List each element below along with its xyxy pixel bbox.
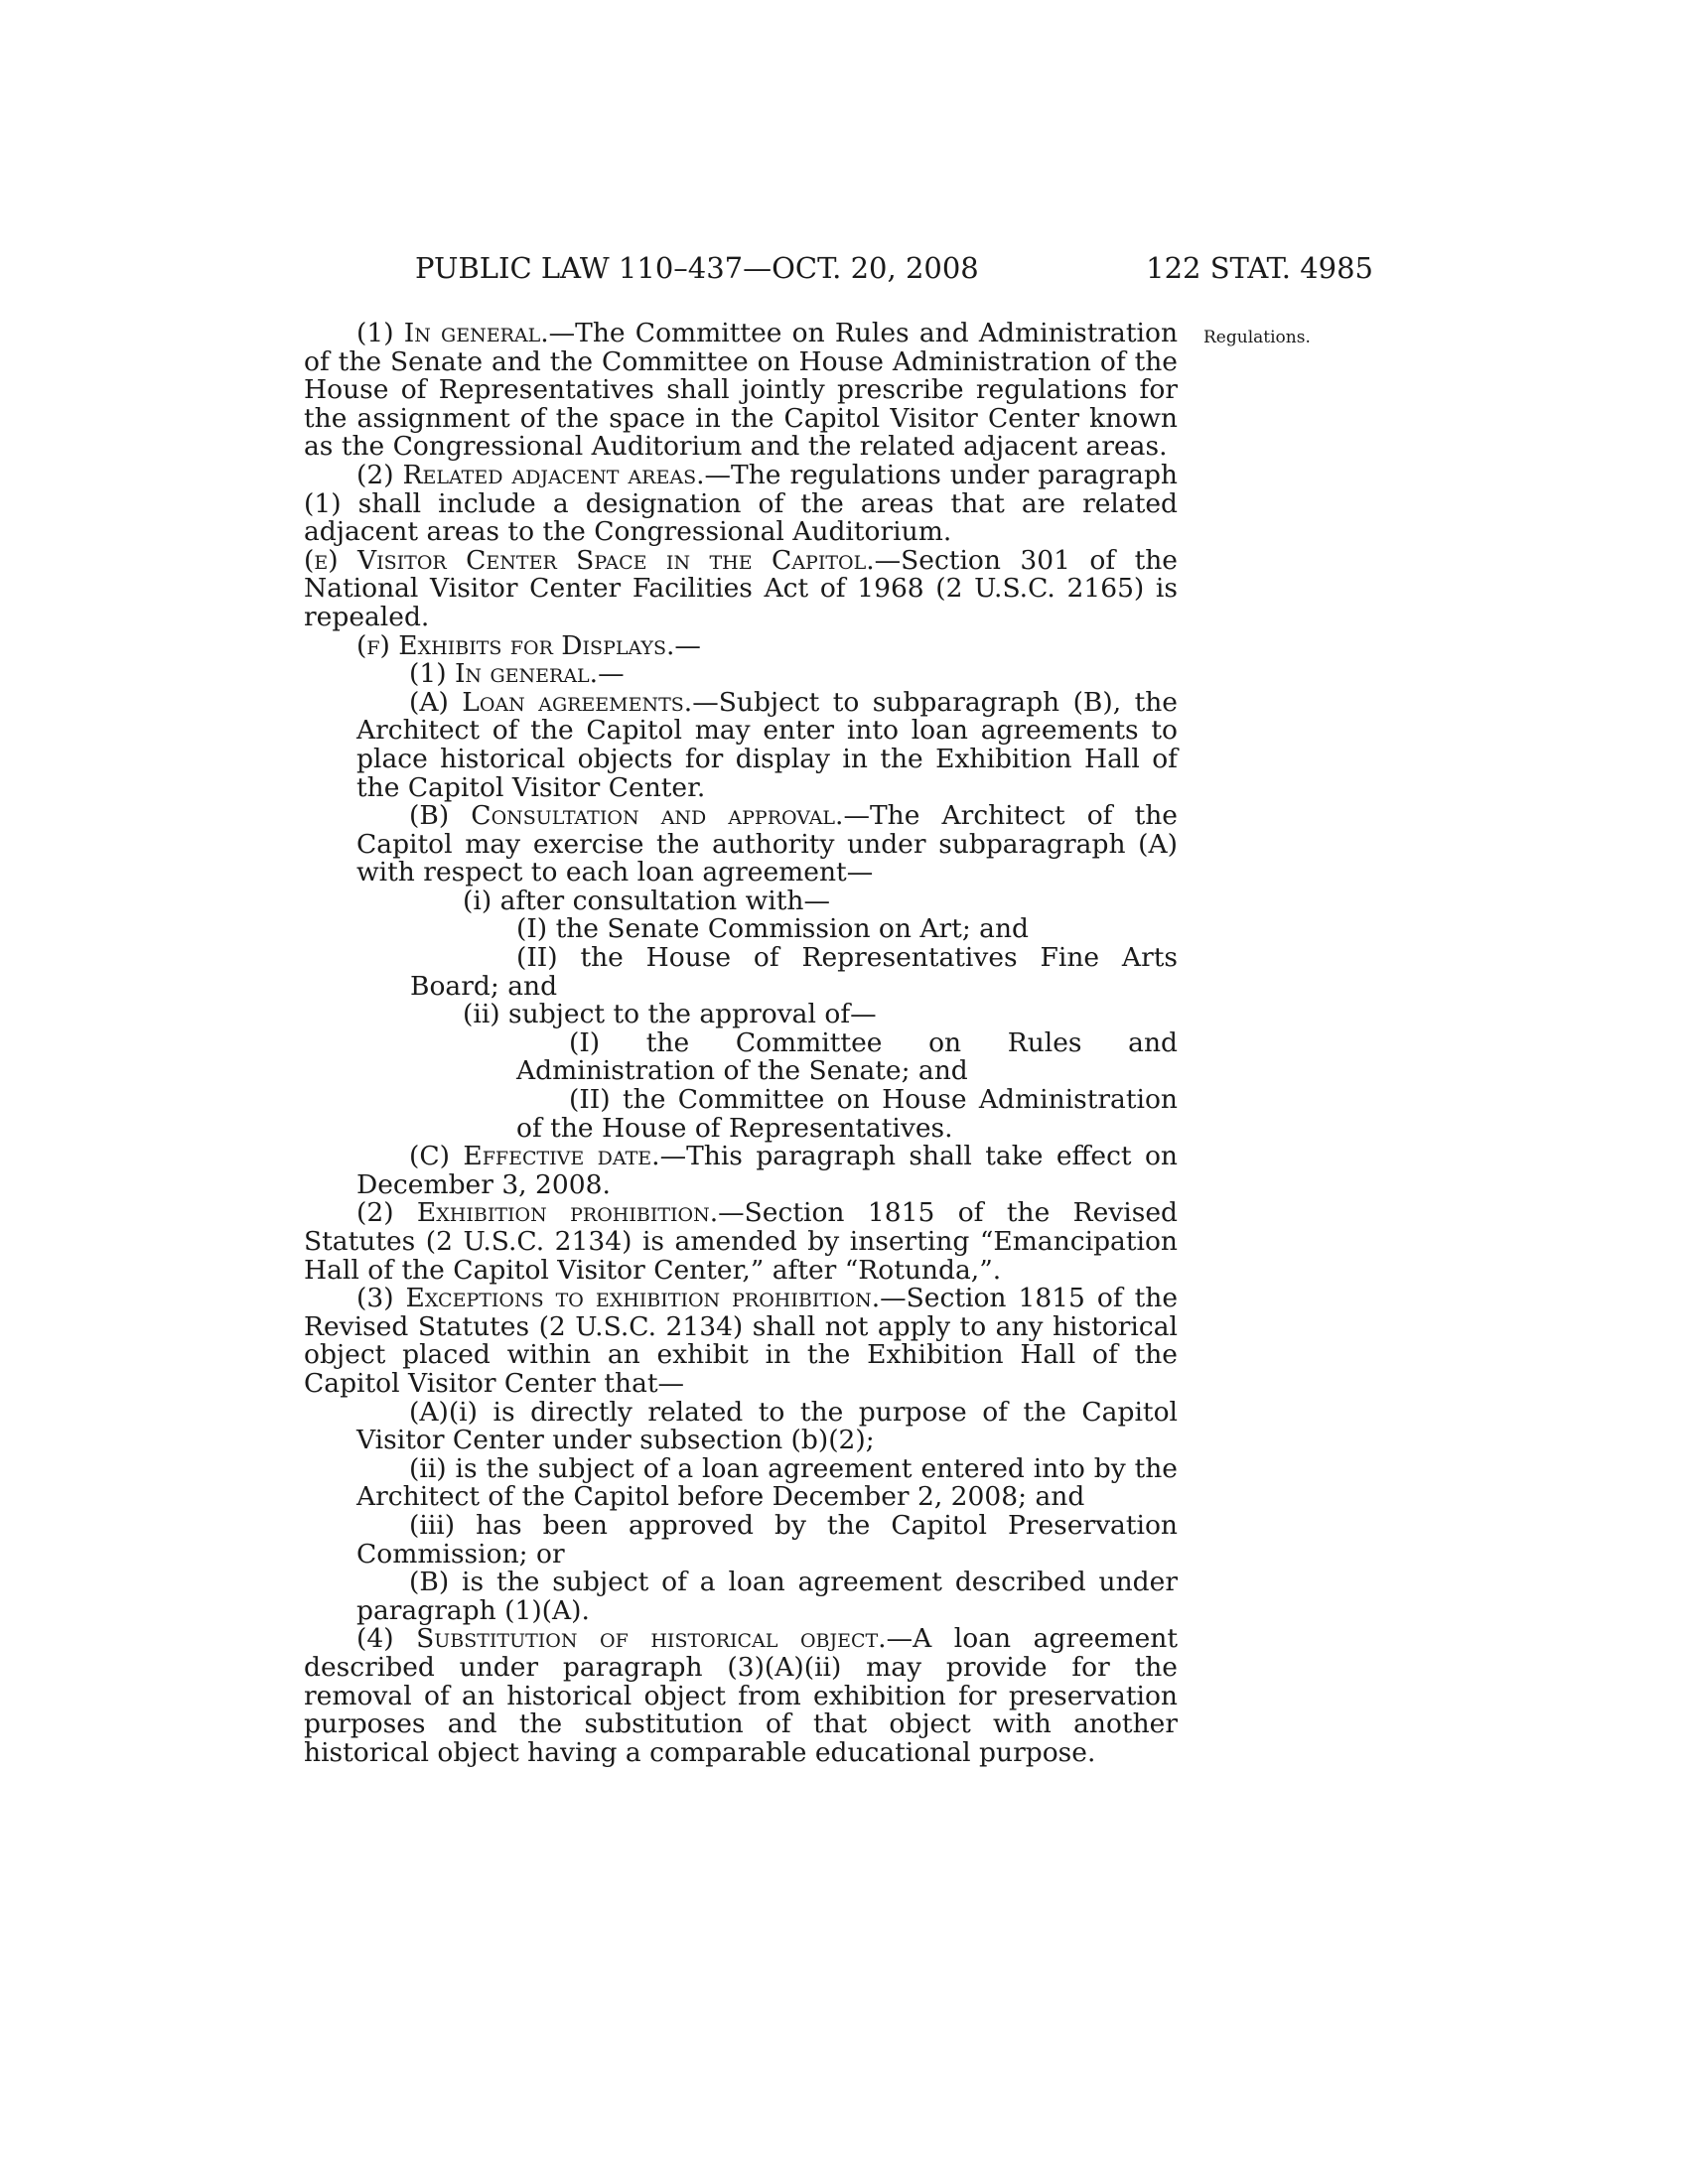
paragraph-f3: (3) Exceptions to exhibition prohibition.—Section 1815 of the Revised Statutes (2 U.S.C. 2134) shall not apply to any historical object placed within an exhibit in the Exhibition Hall of the Capitol Visitor Center that— [304, 1283, 1179, 1399]
paragraph-f2: (2) Exhibition prohibition.—Section 1815 of the Revised Statutes (2 U.S.C. 2134) is amended by inserting “Emancipation Hall of the Capitol Visitor Center,” after “Rotunda,”. [304, 1197, 1178, 1286]
subsection-e: (e) Visitor Center Space in the Capitol.—Section 301 of the National Visitor Center Facilities Act of 1968 (2 U.S.C. 2165) is repealed. [304, 544, 1178, 632]
subsection-f: (f) Exhibits for Displays.— [356, 629, 701, 661]
public-law-title: PUBLIC LAW 110–437—OCT. 20, 2008 [415, 251, 979, 285]
subclause-f1BiII: (II) the House of Representatives Fine Arts Board; and [410, 942, 1178, 1002]
paragraph-f1: (1) In general.— [409, 658, 625, 690]
subparagraph-f1A: (A) Loan agreements.—Subject to subparagraph (B), the Architect of the Capitol may enter into loan agreements to place historical objects for display in the Exhibition Hall of the Capitol Visitor Center. [356, 686, 1178, 803]
paragraph-f4: (4) Substitution of historical object.—A loan agreement described under paragraph (3)(A)(ii) may provide for the removal of an historical object from exhibition for preservation purposes and the substitution of that object with another historical object having a comparable educational purpose. [304, 1623, 1178, 1768]
page-header [415, 248, 1373, 288]
clause-f1Bi: (i) after consultation with— [463, 885, 831, 916]
paragraph-d1: (1) In general.—The Committee on Rules and Administration of the Senate and the Committee on House Administration of the House of Representatives shall jointly prescribe regulations for the assignment of the space in the Capitol Visitor Center known as the Congressional Auditorium and the related adjacent areas. [304, 318, 1179, 463]
subclause-f1BiI: (I) the Senate Commission on Art; and [516, 913, 1030, 945]
paragraph-d2: (2) Related adjacent areas.—The regulations under paragraph (1) shall include a designation of the areas that are related adjacent areas to the Congressional Auditorium. [304, 459, 1178, 548]
subparagraph-f1C: (C) Effective date.—This paragraph shall take effect on December 3, 2008. [356, 1141, 1179, 1200]
subparagraph-f3Ai: (A)(i) is directly related to the purpose of the Capitol Visitor Center under subsection (b)(2); [356, 1396, 1178, 1456]
margin-note: Regulations. [1203, 328, 1311, 347]
clause-f1Bii: (ii) subject to the approval of— [463, 999, 877, 1030]
clause-f3Aii: (ii) is the subject of a loan agreement entered into by the Architect of the Capitol before December 2, 2008; and [356, 1452, 1178, 1513]
subparagraph-f1B: (B) Consultation and approval.—The Architect of the Capitol may exercise the authority under subparagraph (A) with respect to each loan agreement— [356, 800, 1178, 888]
clause-f3Aiii: (iii) has been approved by the Capitol Preservation Commission; or [356, 1509, 1178, 1570]
statute-page-number: 122 STAT. 4985 [1146, 251, 1373, 285]
statute-body [304, 320, 1178, 1767]
subparagraph-f3B: (B) is the subject of a loan agreement described under paragraph (1)(A). [356, 1567, 1178, 1626]
subclause-f1BiiI: (I) the Committee on Rules and Administration of the Senate; and [516, 1026, 1178, 1087]
subclause-f1BiiII: (II) the Committee on House Administration of the House of Representatives. [516, 1084, 1178, 1144]
